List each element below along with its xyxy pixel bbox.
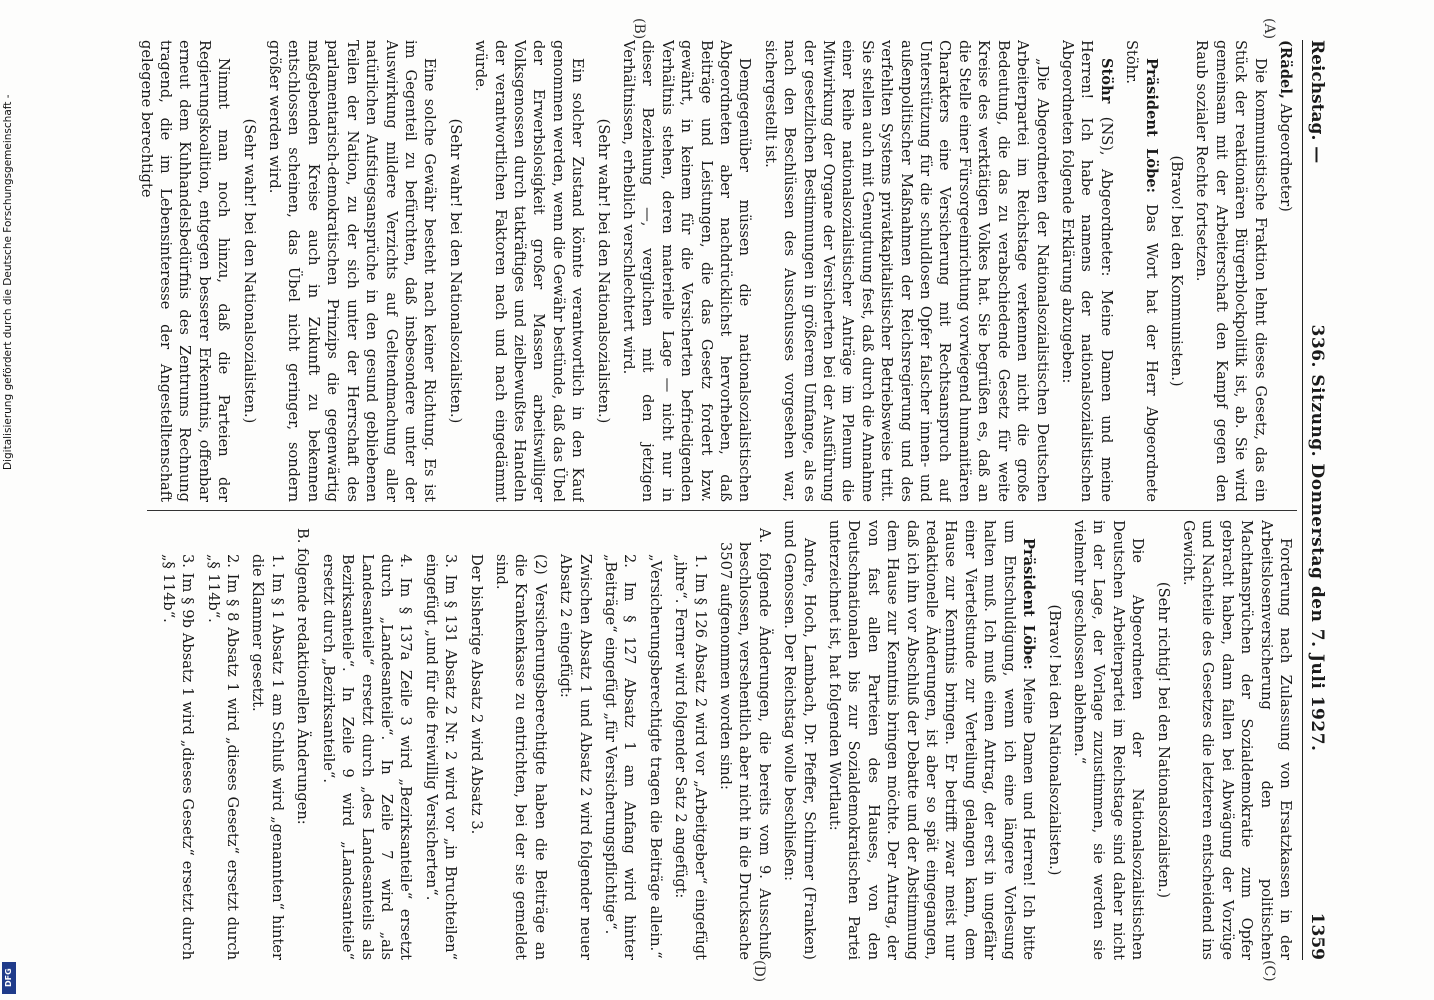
speech-paragraph: [1058, 40, 1116, 502]
header-title: 336. Sitzung. Donnerstag den 7. Juli 1927.: [1307, 324, 1327, 752]
amendment-item: Der bisherige Absatz 2 wird Absatz 3.: [467, 554, 485, 835]
paragraph: Forderung nach Zulassung von Ersatzkassen in der Arbeitslosenversicherung den politischen Machtansprüchen der Sozialdemokratie zum Opfer gebracht haben, dann fallen bei Abwägung der Vorzüge und Nachteile des Gesetzes die letzteren entscheidend ins Gewicht.: [1179, 520, 1294, 960]
amendment-item: 3. Im § 9b Absatz 1 wird „dieses Gesetz“ ersetzt durch „§ 114b“.: [159, 554, 197, 960]
amendment-item: 3. Im § 131 Absatz 2 Nr. 2 wird vor „in Bruchteilen“ eingefügt „und für die freiwillig Versicherten“.: [422, 554, 460, 960]
margin-mark-d: (D): [751, 960, 767, 983]
interjection: (Sehr wahr! bei den Nationalsozialisten.): [594, 118, 612, 424]
speaker-name: Präsident Löbe:: [1020, 538, 1038, 670]
interjection: (Bravo! bei den Nationalsozialisten.): [1045, 604, 1063, 876]
speaker-name: (Rädel,: [1277, 40, 1294, 99]
left-column: [137, 40, 1295, 502]
speech-text: Abgeordneter): [1277, 103, 1294, 212]
amendment-item: 1. Im § 126 Absatz 2 wird vor „Arbeitgeber“ eingefügt „ihre“. Ferner wird folgender Satz 2 angefügt:: [672, 554, 709, 960]
amendment-item: 2. Im § 8 Absatz 1 wird „dieses Gesetz“ ersetzt durch „§ 114b“.: [204, 554, 242, 960]
header-left: Reichstag. —: [1307, 40, 1327, 164]
interjection: (Sehr wahr! bei den Nationalsozialisten.): [240, 118, 258, 424]
margin-mark-a: (A): [1261, 18, 1277, 40]
speaker-name: Stöhr: [1097, 58, 1115, 104]
dfg-logo: DFG: [2, 962, 16, 994]
margin-mark-b: (B): [631, 18, 647, 40]
right-column: [137, 520, 1295, 960]
speech-text: Meine Damen und Herren! Ich bitte um Entschuldigung, wenn ich eine längere Vorlesung halten muß. Ich muß einen Antrag, der erst in ungefähr einer Viertelstunde zur Verteilung gelangen kann, dem Hause zur Kenntnis bringen. Er betrifft zwar meist nur redaktionelle Änderungen, ist aber so spät eingegangen, daß ich ihn vor Abschluß der Debatte und der Abstimmung dem Hause zur Kenntnis bringen möchte. Der Antrag, der von fast allen Parteien des Hauses, von den Deutschnationalen bis zur Sozialdemokratischen Partei unterzeichnet ist, hat folgenden Wortlaut:: [826, 520, 1038, 960]
paragraph: Die Abgeordneten der Nationalsozialistischen Deutschen Arbeiterpartei im Reichstage sind daher nicht in der Lage, der Vorlage zuzustimmen, sie werden sie vielmehr geschlossen ablehnen.“: [1070, 520, 1147, 960]
paragraph: Ein solcher Zustand könnte verantwortlich in den Kauf genommen werden, wenn die Gewähr bestünde, daß das Übel der Erwerbslosigkeit großer Massen arbeitswilliger Volksgenossen durch tatkräftiges und zielbewußtes Handeln der verantwortlichen Faktoren nach und nach eingedämmt würde.: [472, 40, 587, 502]
amendment-item: Zwischen Absatz 1 und Absatz 2 wird folgender neuer Absatz 2 eingefügt:: [557, 554, 594, 960]
column-divider: [147, 510, 1297, 511]
margin-mark-c: (C): [1261, 960, 1277, 982]
dfg-sidebar-note: Digitalisierung gefördert durch die Deutsche Forschungsgemeinschaft -: [2, 94, 14, 470]
interjection: (Bravo! bei den Kommunisten.): [1167, 155, 1185, 387]
paragraph: Andre, Hoch, Lambach, Dr. Pfeffer, Schirmer (Franken) und Genossen. Der Reichstag wolle beschließen:: [781, 520, 818, 960]
amendment-item: 4. Im § 137a Zeile 3 wird „Bezirksanteile“ ersetzt durch „Landesanteile“. In Zeile 7 wird „als Landesanteile“ ersetzt durch „des Landesanteils als Bezirksanteile“. In Zeile 9 wird „Landesanteile“ ersetzt durch „Bezirksanteile“.: [319, 554, 415, 960]
section-item: B. folgende redaktionellen Änderungen:: [294, 528, 312, 825]
page-number: 1359: [1307, 912, 1327, 960]
amendment-item: 2. Im § 127 Absatz 1 am Anfang wird hinter „Beiträge“ eingefügt „für Versicherungspflichtige“.: [602, 554, 639, 960]
page-header: [1302, 40, 1331, 960]
section-item: A. folgende Änderungen, die bereits vom 9. Ausschuß beschlossen, versehentlich aber nicht in die Drucksache 3507 aufgenommen worden sind:: [717, 528, 773, 960]
speech-text: (NS), Abgeordneter: Meine Damen und meine Herren! Ich habe namens der nationalsozialistischen Abgeordneten folgende Erklärung abzugeben:: [1058, 40, 1115, 502]
speaker-name: Präsident Löbe:: [1142, 58, 1160, 193]
speech-paragraph: [1122, 40, 1161, 502]
paragraph: Demgegenüber müssen die nationalsozialistischen Abgeordneten aber nachdrücklichst hervorheben, daß Beiträge und Leistungen, die das Gesetz fordert bzw. gewährt, in keinem für die Versicherten befriedigenden Verhältnis stehen, deren materielle Lage — nicht nur in dieser Beziehung —, verglichen mit den jetzigen Verhältnissen, erheblich verschlechtert wird.: [620, 40, 754, 502]
interjection: (Sehr wahr! bei den Nationalsozialisten.): [446, 118, 464, 424]
speech-paragraph: [825, 520, 1038, 960]
paragraph: Die kommunistische Fraktion lehnt dieses Gesetz, das ein Stück der reaktionären Bürgerblockpolitik ist, ab. Sie wird gemeinsam mit der Arbeiterschaft den Kampf gegen den Raub sozialer Rechte fortsetzen.: [1193, 40, 1269, 502]
amendment-item: (2) Versicherungsberechtigte haben die Beiträge an die Krankenkasse zu entrichten, bei der sie gemeldet sind.: [492, 554, 549, 960]
interjection: (Sehr richtig! bei den Nationalsozialisten.): [1154, 581, 1172, 899]
paragraph: Eine solche Gewähr besteht nach keiner Richtung. Es ist im Gegenteil zu befürchten, daß insbesondere unter der Auswirkung mildere Verzichts auf Geltendmachung aller natürlichen Aufstiegsansprüche in den gesund gebliebenen Teilen der Nation, zu der sich unter der Herrschaft des parlamentarisch-demokratischen Prinzips die gegenwärtig maßgebenden Kreise auch in Zukunft zu bekennen entschlossen scheinen, das Übel nicht geringer, sondern größer werden wird.: [266, 40, 439, 502]
amendment-item: 1. Im § 1 Absatz 1 am Schluß wird „genannten“ hinter die Klammer gesetzt.: [249, 554, 286, 960]
paragraph: Nimmt man noch hinzu, daß die Parteien der Regierungskoalition, entgegen besserer Erkenntnis, offenbar erneut dem Kuhhandelsbedürfnis des Zentrums Rechnung tragend, die im Lebensinteresse der Angestelltenschaft gelegene berechtigte: [137, 40, 233, 502]
amendment-item: „Versicherungsberechtigte tragen die Beiträge allein.“: [646, 554, 664, 959]
paragraph: „Die Abgeordneten der Nationalsozialistischen Deutschen Arbeiterpartei im Reichstage verkennen nicht die große Bedeutung, die das zu verabschiedende Gesetz für weite Kreise des werktätigen Volkes hat. Sie begrüßen es, daß an die Stelle einer Fürsorgeeinrichtung vorwiegend humanitären Charakters eine Versicherung mit Rechtsanspruch auf Unterstützung für die schuldlosen Opfer falscher innen- und außenpolitischer Maßnahmen der Reichsregierung und des verfehlten Systems privatkapitalistischer Betriebsweise tritt. Sie stellen auch mit Genugtuung fest, daß durch die Annahme einer Reihe nationalsozialistischer Anträge im Plenum die Mitwirkung der Organe der Versicherten bei der Ausführung der gesetzlichen Bestimmungen in größerem Umfange, als es nach den Beschlüssen des Ausschusses vorgesehen war, sichergestellt ist.: [761, 40, 1051, 502]
speech-text: Das Wort hat der Herr Abgeordnete Stöhr.: [1123, 40, 1160, 502]
rotated-page: [137, 18, 1337, 983]
speech-paragraph: [1276, 40, 1295, 502]
